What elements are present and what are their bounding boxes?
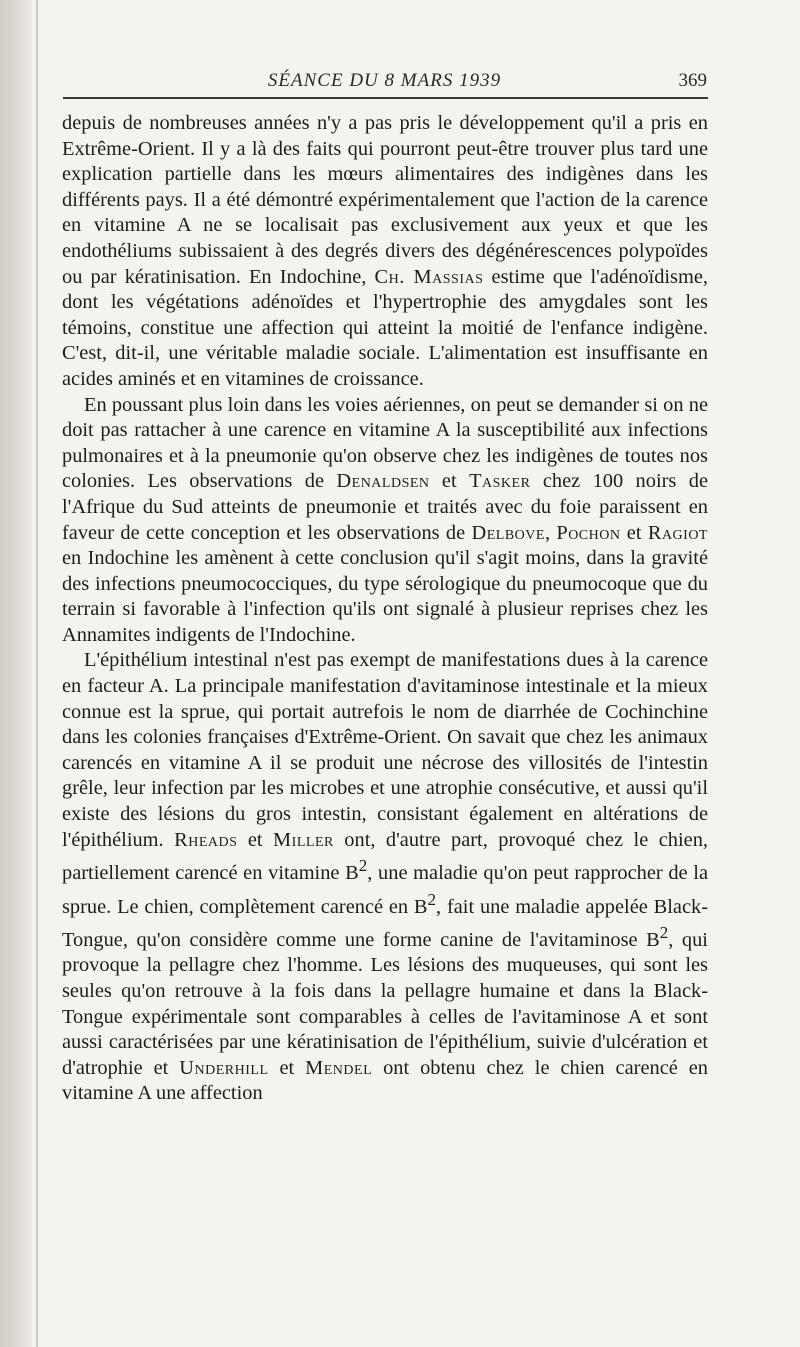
text-span: depuis de nombreuses années n'y a pas pris le développement qu'il a pris en Extrême-Orient. Il y a là des faits qui pourront peut-être trouver plus tard une explication partielle dans les mœurs alimentaires des indigènes dans les différents pays. Il a été démontré expérimentalement que l'action de la carence en vitamine A ne se localisait pas exclusivement aux yeux et que les endothéliums subissaient à des degrés divers des dégénérescences polypoïdes ou par kératinisation. En Indochine, <box>62 112 708 288</box>
text-span: en Indochine les amènent à cette conclusion qu'il s'agit moins, dans la gravité des infections pneumococciques, du type sérologique du pneumocoque que du terrain si favorable à l'infection qu'ils ont signalé à plusieur reprises chez les Annamites indigents de l'Indochine. <box>62 547 708 646</box>
text-span: , qui provoque la pellagre chez l'homme. Les lésions des muqueuses, qui sont les seules qu'on retrouve à la fois dans la pellagre humaine et dans la Black-Tongue expérimentale sont comparables à celles de l'avitaminose A et sont aussi caractérisées par une kératinisation de l'épithélium, suivie d'ulcération et d'atrophie et <box>62 928 708 1079</box>
text-span: et <box>620 521 648 544</box>
author-name: Tasker <box>469 470 531 493</box>
superscript: 2 <box>659 923 669 942</box>
author-name: Rheads <box>174 828 238 851</box>
author-name: Ragiot <box>647 521 708 544</box>
superscript: 2 <box>427 889 437 909</box>
author-name: Underhill <box>179 1056 269 1079</box>
paragraph-3 <box>62 648 708 1106</box>
author-name: Ch. Massias <box>374 265 484 288</box>
author-name: Miller <box>273 828 334 851</box>
paragraph-1 <box>62 111 708 393</box>
header-rule <box>63 97 708 99</box>
text-span: ont, d'autre part, provoqué chez le chien, partiellement carencé en vitamine B <box>62 828 708 885</box>
text-span: En poussant plus loin dans les voies aériennes, on peut se demander si on ne doit pas rattacher à une carence en vitamine A la susceptibilité aux infections pulmonaires et à la pneumonie qu'on observe chez les indigènes de toutes nos colonies. Les observations de <box>62 393 708 493</box>
text-span: et <box>268 1056 306 1079</box>
author-name: Denaldsen <box>336 470 430 493</box>
gutter-edge-line <box>36 0 38 1347</box>
author-name: Pochon <box>556 521 621 544</box>
text-span: ont obtenu chez le chien carencé en vitamine A une affection <box>62 1056 708 1105</box>
text-span: et <box>429 470 470 493</box>
text-span: , fait une maladie appelée Black-Tongue, qu'on considère comme une forme canine de l'avitaminose B <box>62 895 708 951</box>
text-span: chez 100 noirs de l'Afrique du Sud atteints de pneumonie et traités avec du foie paraissent en faveur de cette conception et les observations de <box>62 470 708 544</box>
text-span: , une maladie qu'on peut rapprocher de la sprue. Le chien, complètement carencé en B <box>62 862 708 918</box>
author-name: Mendel <box>305 1056 373 1079</box>
page-number: 369 <box>678 70 707 91</box>
text-span: estime que l'adénoïdisme, dont les végétations adénoïdes et l'hypertrophie des amygdales sont les témoins, constitue une affection qui atteint la moitié de l'enfance indigène. C'est, dit-il, une véritable maladie sociale. L'alimentation est insuffisante en acides aminés et en vitamines de croissance. <box>62 265 709 390</box>
text-span: et <box>237 828 274 851</box>
author-name: Delbove <box>471 521 545 544</box>
running-head: SÉANCE DU 8 MARS 1939 <box>267 70 502 91</box>
text-span: L'épithélium intestinal n'est pas exempt de manifestations dues à la carence en facteur A. La principale manifestation d'avitaminose intestinale et la mieux connue est la sprue, qui portait autrefois le nom de diarrhée de Cochinchine dans les colonies françaises d'Extrême-Orient. On savait que chez les animaux carencés en vitamine A il se produit une nécrose des villosités de l'intestin grêle, leur infection par les microbes et une atrophie consécutive, et aussi qu'il existe des lésions du gros intestin, consistant également en altérations de l'épithélium. <box>62 649 708 851</box>
page-gutter-shadow <box>0 0 32 1347</box>
body-text <box>62 111 708 1107</box>
text-span: , <box>544 521 557 544</box>
page-header <box>62 70 707 96</box>
superscript: 2 <box>358 856 368 876</box>
paragraph-2 <box>62 393 708 649</box>
